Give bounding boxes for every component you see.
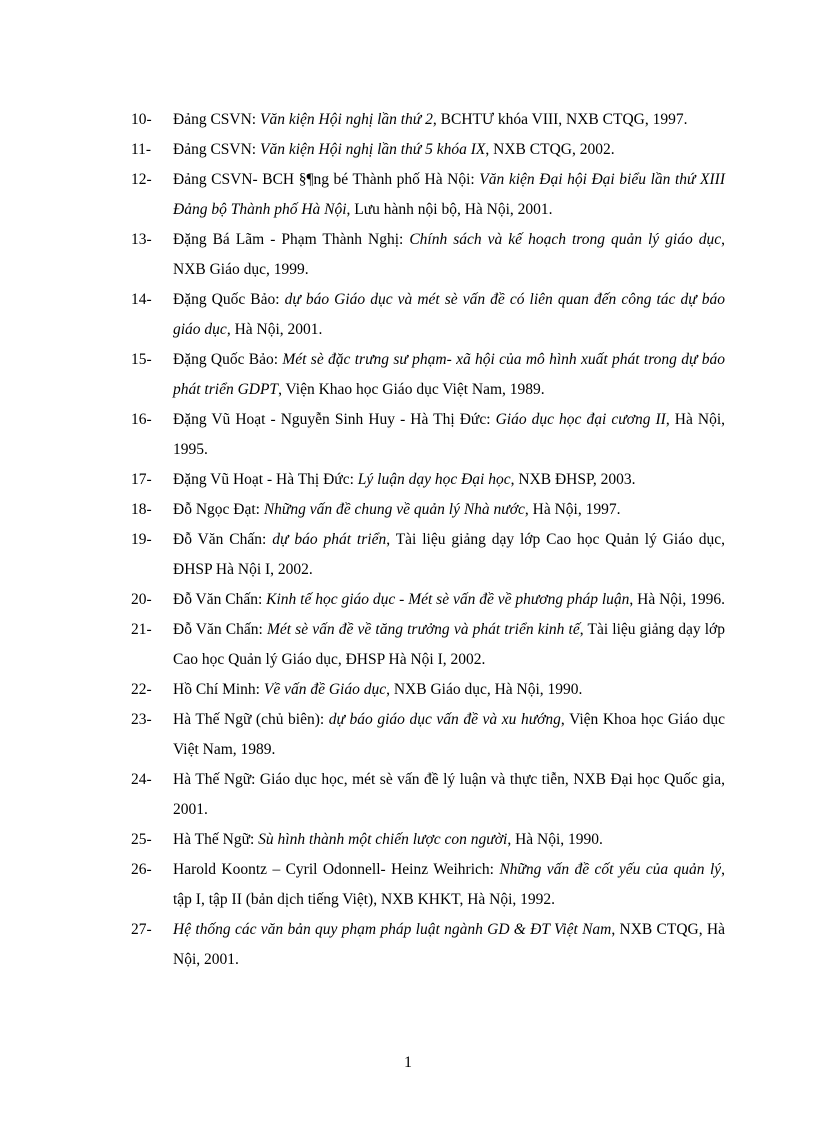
reference-item [131, 675, 725, 705]
reference-title: Về vấn đề Giáo dục [263, 681, 387, 698]
reference-text: , Hà Nội, 2001. [226, 321, 323, 338]
reference-text: , Viện Khao học Giáo dục Việt Nam, 1989. [278, 381, 545, 398]
reference-text: , Hà Nội, 1996. [629, 591, 725, 608]
reference-text: , tập I, tập II (bản dịch tiếng Việt), NXB KHKT, Hà Nội, 1992. [173, 861, 725, 908]
reference-item [131, 465, 725, 495]
reference-text: Harold Koontz – Cyril Odonnell- Heinz Weihrich: [173, 861, 500, 878]
reference-text: , Lưu hành nội bộ, Hà Nội, 2001. [346, 201, 553, 218]
reference-item [131, 345, 725, 405]
reference-title: Mét sè vấn đề về tăng trưởng và phát triển kinh tế [266, 621, 580, 638]
reference-title: Sù hình thành một chiến lược con người [258, 831, 508, 848]
reference-title: dự báo giáo dục vấn đề và xu hướng [328, 711, 561, 728]
reference-text: Đặng Vũ Hoạt - Nguyễn Sinh Huy - Hà Thị Đức: [173, 411, 496, 428]
reference-title: Những vấn đề cốt yếu của quản lý [499, 861, 722, 878]
reference-number: 23- [131, 711, 152, 728]
reference-text: Hà Thế Ngữ: [173, 831, 259, 848]
reference-text: , Hà Nội, 1997. [524, 501, 621, 518]
reference-text: Hà Thế Ngữ (chủ biên): [173, 711, 329, 728]
reference-item [131, 765, 725, 825]
reference-text: , NXB Giáo dục, 1999. [173, 231, 725, 278]
reference-item [131, 855, 725, 915]
reference-number: 14- [131, 291, 152, 308]
reference-number: 26- [131, 861, 152, 878]
reference-number: 20- [131, 591, 152, 608]
reference-title: Lý luận dạy học Đại học [357, 471, 511, 488]
reference-text: Đảng CSVN: [173, 111, 260, 128]
reference-item [131, 135, 725, 165]
reference-item [131, 165, 725, 225]
reference-text: , BCHTƯ khóa VIII, NXB CTQG, 1997. [432, 111, 688, 128]
reference-item [131, 495, 725, 525]
reference-text: , Hà Nội, 1990. [507, 831, 603, 848]
reference-title: Hệ thống các văn bản quy phạm pháp luật ngành GD & ĐT Việt Nam [173, 921, 612, 938]
reference-text: Đặng Quốc Bảo: [173, 291, 285, 308]
reference-title: Văn kiện Hội nghị lần thứ 5 khóa IX [259, 141, 486, 158]
reference-item [131, 525, 725, 585]
reference-title: Mét sè đặc trưng sư phạm- xã hội của mô hình xuất phát trong dự báo phát triển GDPT [173, 351, 725, 398]
page-number: 1 [404, 1054, 412, 1071]
reference-text: , Viện Khoa học Giáo dục Việt Nam, 1989. [173, 711, 725, 758]
reference-title: Những vấn đề chung về quản lý Nhà nước [263, 501, 525, 518]
reference-number: 10- [131, 111, 152, 128]
reference-item [131, 915, 725, 975]
reference-title: Kinh tế học giáo dục - Mét sè vấn đề về phương pháp luận [266, 591, 630, 608]
reference-text: , Tài liệu giảng dạy lớp Cao học Quản lý Giáo dục, ĐHSP Hà Nội I, 2002. [173, 531, 726, 578]
reference-number: 24- [131, 771, 152, 788]
reference-text: Đỗ Ngọc Đạt: [173, 501, 264, 518]
reference-text: Đỗ Văn Chấn: [173, 621, 267, 638]
reference-text: Hà Thế Ngữ: Giáo dục học, mét sè vấn đề lý luận và thực tiễn, NXB Đại học Quốc gia, 2001. [173, 771, 725, 818]
reference-title: Văn kiện Đại hội Đại biểu lần thứ XIII Đảng bộ Thành phố Hà Nội [173, 171, 725, 218]
reference-number: 21- [131, 621, 152, 638]
reference-title: Văn kiện Hội nghị lần thứ 2 [259, 111, 433, 128]
reference-item [131, 105, 725, 135]
reference-number: 22- [131, 681, 152, 698]
reference-item [131, 405, 725, 465]
reference-number: 27- [131, 921, 152, 938]
reference-text: Đặng Quốc Bảo: [173, 351, 283, 368]
reference-item [131, 705, 725, 765]
reference-text: Đảng CSVN: [173, 141, 260, 158]
reference-text: Đặng Vũ Hoạt - Hà Thị Đức: [173, 471, 358, 488]
reference-item [131, 285, 725, 345]
reference-item [131, 225, 725, 285]
reference-number: 17- [131, 471, 152, 488]
reference-text: Đặng Bá Lãm - Phạm Thành Nghị: [173, 231, 410, 248]
reference-text: , NXB CTQG, Hà Nội, 2001. [173, 921, 725, 968]
reference-number: 12- [131, 171, 152, 188]
reference-text: , NXB Giáo dục, Hà Nội, 1990. [386, 681, 583, 698]
reference-text: Đảng CSVN- BCH §¶ng bé Thành phố Hà Nội: [173, 171, 480, 188]
reference-text: Đỗ Văn Chấn: [173, 531, 273, 548]
reference-number: 19- [131, 531, 152, 548]
reference-text: , NXB CTQG, 2002. [485, 141, 615, 158]
reference-number: 13- [131, 231, 152, 248]
reference-text: , NXB ĐHSP, 2003. [510, 471, 636, 488]
reference-item [131, 615, 725, 675]
reference-number: 16- [131, 411, 152, 428]
reference-text: Đỗ Văn Chấn: [173, 591, 267, 608]
reference-number: 15- [131, 351, 152, 368]
reference-title: dự báo phát triển [272, 531, 387, 548]
reference-text: , Tài liệu giảng dạy lớp Cao học Quản lý Giáo dục, ĐHSP Hà Nội I, 2002. [173, 621, 726, 668]
reference-item [131, 585, 725, 615]
reference-text: Hồ Chí Minh: [173, 681, 264, 698]
reference-list [131, 105, 725, 975]
reference-title: Giáo dục học đại cương II [495, 411, 666, 428]
reference-number: 11- [131, 141, 152, 158]
reference-title: Chính sách và kế hoạch trong quản lý giáo dục [409, 231, 722, 248]
reference-title: dự báo Giáo dục và mét sè vấn đề có liên quan đến công tác dự báo giáo dục [173, 291, 725, 338]
reference-number: 18- [131, 501, 152, 518]
reference-number: 25- [131, 831, 152, 848]
reference-item [131, 825, 725, 855]
reference-text: , Hà Nội, 1995. [173, 411, 726, 458]
